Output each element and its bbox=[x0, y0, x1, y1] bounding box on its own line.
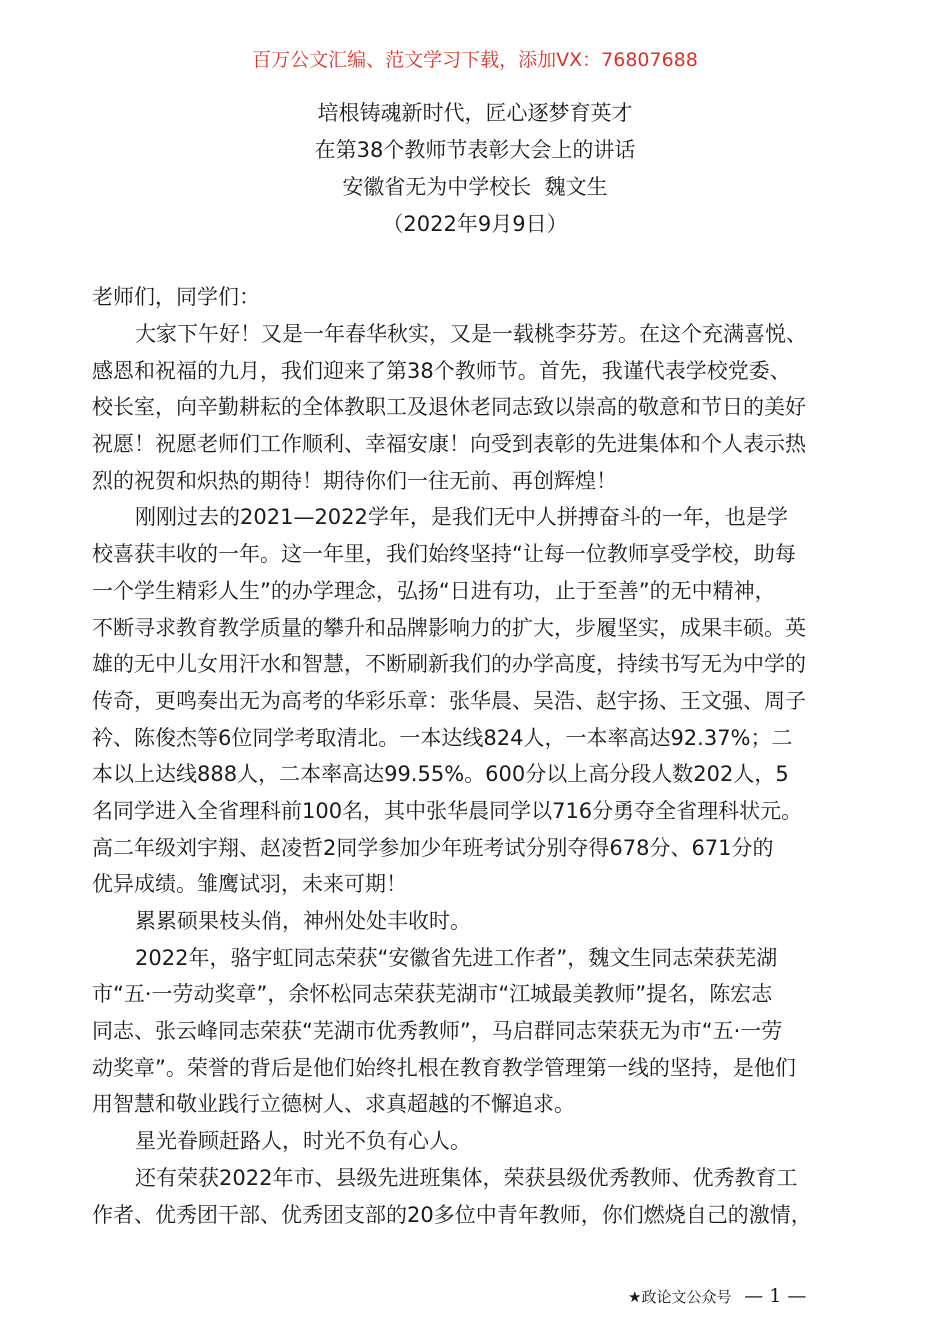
body-line: 市“五·一劳动奖章”，余怀松同志荣获芜湖市“江城最美教师”提名，陈宏志 bbox=[92, 982, 773, 1007]
speech-title: 培根铸魂新时代，匠心逐梦育英才 bbox=[317, 101, 633, 125]
body-line: 校喜获丰收的一年。这一年里，我们始终坚持“让每一位教师享受学校，助每 bbox=[92, 542, 796, 567]
page-number: — 1 — bbox=[744, 1285, 807, 1307]
body-line: 还有荣获2022年市、县级先进班集体，荣获县级优秀教师、优秀教育工 bbox=[135, 1165, 798, 1190]
body-line: 衿、陈俊杰等6位同学考取清北。一本达线824人，一本率高达92.37%；二 bbox=[92, 725, 793, 750]
body-line: 雄的无中儿女用汗水和智慧，不断刷新我们的办学高度，持续书写无为中学的 bbox=[92, 652, 806, 677]
body-line: 累累硕果枝头俏，神州处处丰收时。 bbox=[135, 909, 471, 933]
body-line: 作者、优秀团干部、优秀团支部的20多位中青年教师，你们燃烧自己的激情， bbox=[92, 1202, 812, 1227]
page-footer bbox=[628, 1284, 806, 1309]
body-line: 校长室，向辛勤耕耘的全体教职工及退休老同志致以崇高的敬意和节日的美好 bbox=[92, 395, 806, 420]
body-line: 动奖章”。荣誉的背后是他们始终扎根在教育教学管理第一线的坚持，是他们 bbox=[92, 1055, 796, 1080]
body-line: 用智慧和敬业践行立德树人、求真超越的不懈追求。 bbox=[92, 1092, 575, 1117]
speech-subtitle: 在第38个教师节表彰大会上的讲话 bbox=[314, 138, 636, 162]
speech-date: （2022年9月9日） bbox=[382, 212, 568, 236]
footer-source: ★政论文公众号 bbox=[628, 1288, 732, 1306]
body-line: 刚刚过去的2021—2022学年，是我们无中人拼搏奋斗的一年，也是学 bbox=[135, 505, 788, 530]
body-line: 名同学进入全省理科前100名，其中张华晨同学以716分勇夺全省理科状元。 bbox=[92, 798, 803, 823]
speech-author: 安徽省无为中学校长 魏文生 bbox=[342, 175, 608, 199]
body-line: 星光眷顾赶路人，时光不负有心人。 bbox=[135, 1129, 471, 1154]
body-line: 2022年，骆宇虹同志荣获“安徽省先进工作者”，魏文生同志荣获芜湖 bbox=[135, 945, 778, 970]
body-line: 感恩和祝福的九月，我们迎来了第38个教师节。首先，我谨代表学校党委、 bbox=[92, 358, 791, 383]
title-block bbox=[0, 95, 950, 243]
body-line: 传奇，更鸣奏出无为高考的华彩乐章：张华晨、吴浩、赵宇扬、王文强、周子 bbox=[92, 688, 806, 713]
body-line: 不断寻求教育教学质量的攀升和品牌影响力的扩大，步履坚实，成果丰硕。英 bbox=[92, 615, 806, 640]
body-line: 大家下午好！又是一年春华秋实，又是一载桃李芬芳。在这个充满喜悦、 bbox=[135, 322, 807, 346]
promo-banner: 百万公文汇编、范文学习下载，添加VX：76807688 bbox=[252, 49, 698, 71]
body-line: 一个学生精彩人生”的办学理念，弘扬“日进有功，止于至善”的无中精神， bbox=[92, 578, 776, 603]
body-line: 本以上达线888人，二本率高达99.55%。600分以上高分段人数202人，5 bbox=[92, 762, 789, 787]
speech-body bbox=[92, 316, 882, 1233]
body-line: 烈的祝贺和炽热的期待！期待你们一往无前、再创辉煌！ bbox=[92, 468, 617, 493]
body-line: 祝愿！祝愿老师们工作顺利、幸福安康！向受到表彰的先进集体和个人表示热 bbox=[92, 432, 806, 457]
body-line: 优异成绩。雏鹰试羽，未来可期！ bbox=[92, 872, 407, 897]
body-line: 同志、张云峰同志荣获“芜湖市优秀教师”，马启群同志荣获无为市“五·一劳 bbox=[92, 1019, 783, 1044]
body-line: 高二年级刘宇翔、赵凌哲2同学参加少年班考试分别夺得678分、671分的 bbox=[92, 835, 774, 860]
salutation: 老师们，同学们： bbox=[92, 285, 260, 309]
